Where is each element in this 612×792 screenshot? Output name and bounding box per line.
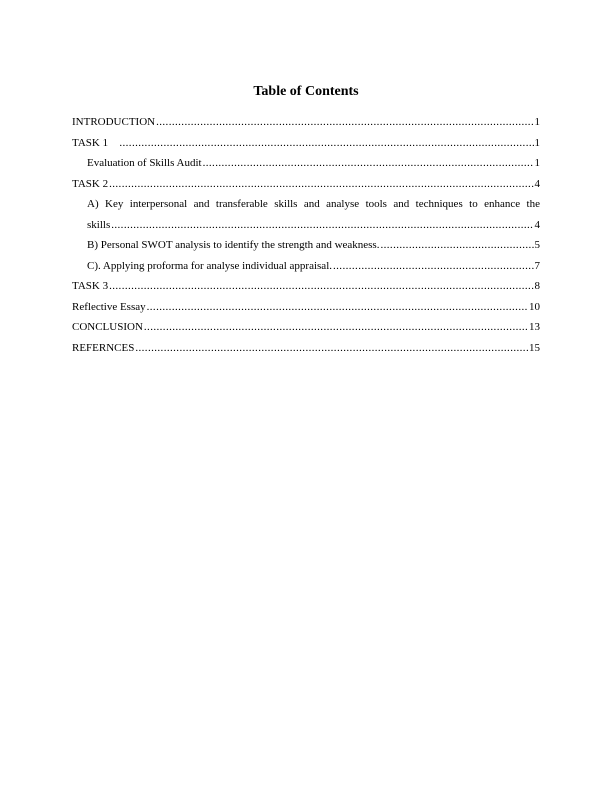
toc-leader-dots (135, 338, 528, 359)
toc-entry-task-1[interactable] (72, 133, 540, 154)
toc-leader-dots (147, 297, 528, 318)
toc-leader-dots (144, 317, 528, 338)
toc-entry-label: TASK 3 (72, 280, 109, 292)
toc-entry-reflective-essay[interactable] (72, 297, 540, 318)
toc-entry-label: CONCLUSION (72, 321, 143, 333)
toc-entry-label: B) Personal SWOT analysis to identify the strength and weakness. (87, 239, 380, 251)
toc-title: Table of Contents (253, 84, 359, 99)
toc-entry-label: C). Applying proforma for analyse individual appraisal. (87, 259, 332, 272)
toc-entry-conclusion[interactable] (72, 317, 540, 338)
toc-entry-swot-analysis[interactable] (72, 235, 540, 256)
toc-entry-page: 1 (534, 136, 540, 149)
toc-entry-page: 5 (534, 239, 540, 251)
toc-leader-dots (156, 112, 533, 133)
toc-entry-task-3[interactable] (72, 276, 540, 297)
toc-leader-dots (333, 256, 534, 277)
toc-entry-label: TASK 2 (72, 177, 109, 190)
toc-entry-page: 4 (534, 218, 540, 231)
toc-entry-page: 8 (534, 280, 540, 292)
toc-entry-page: 4 (534, 177, 540, 190)
toc-entry-task-2[interactable] (72, 174, 540, 195)
toc-leader-dots (111, 215, 533, 236)
toc-entry-page: 7 (534, 259, 540, 272)
toc-leader-dots (109, 276, 533, 297)
table-of-contents (72, 112, 540, 358)
toc-leader-dots (203, 153, 534, 174)
toc-entry-label-line1: A) Key interpersonal and transferable skills and analyse tools and techniques to enhance the (87, 198, 540, 210)
toc-entry-proforma-appraisal[interactable] (72, 256, 540, 277)
toc-leader-dots (109, 174, 533, 195)
toc-entry-references[interactable] (72, 338, 540, 359)
toc-entry-page: 15 (529, 341, 540, 354)
toc-entry-evaluation-skills-audit[interactable] (72, 153, 540, 174)
toc-entry-key-skills[interactable] (72, 194, 540, 235)
toc-entry-label: Evaluation of Skills Audit (87, 157, 202, 169)
toc-entry-label: REFERNCES (72, 341, 135, 354)
toc-entry-introduction[interactable] (72, 112, 540, 133)
toc-leader-dots (119, 133, 533, 154)
toc-entry-label: TASK 1 (72, 136, 109, 149)
toc-leader-dots (380, 235, 533, 256)
toc-entry-label: Reflective Essay (72, 300, 146, 313)
toc-entry-label-line2: skills (87, 218, 111, 231)
toc-entry-label: INTRODUCTION (72, 116, 156, 128)
toc-entry-page: 13 (529, 321, 540, 333)
toc-entry-page: 1 (534, 116, 540, 128)
toc-entry-page: 1 (534, 157, 540, 169)
toc-entry-page: 10 (529, 300, 540, 313)
